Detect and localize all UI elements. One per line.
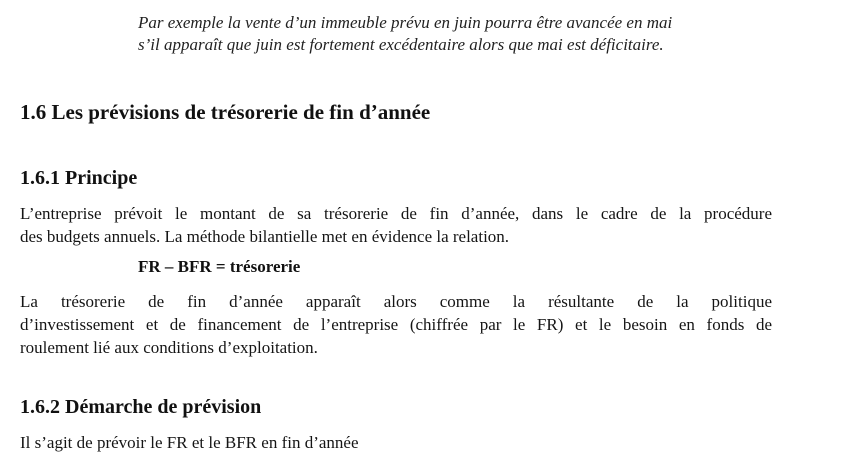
formula: FR – BFR = trésorerie [138, 257, 301, 276]
section-1-6-2-heading: 1.6.2 Démarche de prévision [20, 396, 262, 418]
principe-paragraph-2 [20, 290, 772, 359]
section-1-6-heading: 1.6 Les prévisions de trésorerie de fin d’année [20, 100, 431, 124]
example-paragraph [138, 12, 788, 56]
demarche-line-1: Il s’agit de prévoir le FR et le BFR en fin d’année [20, 433, 359, 452]
principe-p1-line-2: des budgets annuels. La méthode bilantielle met en évidence la relation. [20, 227, 510, 246]
example-line-1: Par exemple la vente d’un immeuble prévu en juin pourra être avancée en mai [138, 13, 673, 32]
principe-p2-line-1: La trésorerie de fin d’année apparaît alors comme la résultante de la politique [20, 292, 772, 311]
demarche-paragraph [20, 431, 772, 454]
example-line-2: s’il apparaît que juin est fortement excédentaire alors que mai est déficitaire. [138, 35, 664, 54]
principe-p2-line-2: d’investissement et de financement de l’entreprise (chiffrée par le FR) et le besoin en fonds de [20, 315, 772, 334]
principe-p2-line-3: roulement lié aux conditions d’exploitation. [20, 338, 318, 357]
section-1-6-1-heading: 1.6.1 Principe [20, 167, 138, 189]
principe-paragraph-1 [20, 202, 772, 248]
principe-p1-line-1: L’entreprise prévoit le montant de sa trésorerie de fin d’année, dans le cadre de la procédure [20, 204, 772, 223]
